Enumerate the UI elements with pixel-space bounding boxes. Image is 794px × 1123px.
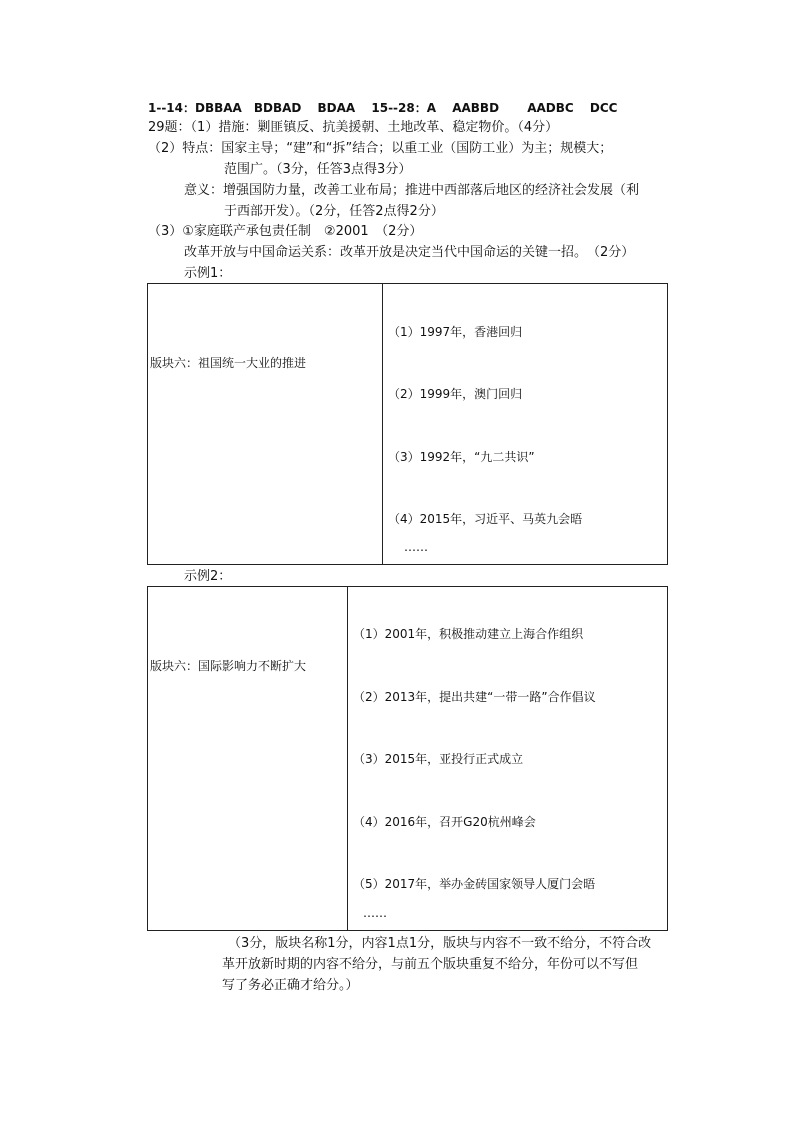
example2-item-2: （2）2013年，提出共建“一带一路”合作倡议 xyxy=(353,690,596,704)
example2-label: 示例2： xyxy=(184,569,232,584)
example1-item-2: （2）1999年，澳门回归 xyxy=(388,387,523,401)
example1-item-4: （4）2015年，习近平、马英九会晤 xyxy=(388,512,583,526)
example1-item-1: （1）1997年，香港回归 xyxy=(388,325,523,339)
q29-3-line1: （3）①家庭联产承包责任制 ②2001 （2分） xyxy=(148,224,423,239)
q29-2-feature-line1: （2）特点：国家主导；“建”和“拆”结合；以重工业（国防工业）为主；规模大； xyxy=(148,141,613,156)
example1-table xyxy=(147,283,668,565)
example2-divider xyxy=(347,587,348,930)
q29-2-feature-line2: 范围广。（3分，任答3点得3分） xyxy=(224,162,412,177)
example2-section-name: 版块六：国际影响力不断扩大 xyxy=(150,659,307,673)
example2-item-1: （1）2001年，积极推动建立上海合作组织 xyxy=(353,627,584,641)
example2-item-5: （5）2017年，举办金砖国家领导人厦门会晤 xyxy=(353,877,596,891)
example1-ellipsis: …… xyxy=(404,540,428,554)
mc-answers-line: 1--14：DBBAA BDBAD BDAA 15--28：A AABBD AADBC DCC xyxy=(148,101,618,115)
example1-item-3: （3）1992年，“九二共识” xyxy=(388,450,535,464)
scoring-note-line2: 革开放新时期的内容不给分，与前五个版块重复不给分，年份可以不写但 xyxy=(222,957,639,972)
q29-3-line2: 改革开放与中国命运关系：改革开放是决定当代中国命运的关键一招。 （2分） xyxy=(184,245,635,260)
example2-item-3: （3）2015年，亚投行正式成立 xyxy=(353,752,524,766)
example2-table xyxy=(147,586,668,931)
example2-item-4: （4）2016年，召开G20杭州峰会 xyxy=(353,815,536,829)
scoring-note-line1: （3分，版块名称1分，内容1点1分，版块与内容不一致不给分，不符合改 xyxy=(228,936,652,951)
example1-divider xyxy=(382,284,383,564)
q29-title: 29题：（1）措施：剿匪镇反、抗美援朝、土地改革、稳定物价。（4分） xyxy=(148,120,559,135)
q29-2-meaning-line2: 于西部开发）。（2分，任答2点得2分） xyxy=(224,204,444,219)
example2-ellipsis: …… xyxy=(363,906,387,920)
q29-2-meaning-line1: 意义：增强国防力量，改善工业布局；推进中西部落后地区的经济社会发展（利 xyxy=(184,183,640,198)
example1-section-name: 版块六：祖国统一大业的推进 xyxy=(150,356,307,370)
example1-label: 示例1： xyxy=(184,266,232,281)
scoring-note-line3: 写了务必正确才给分。） xyxy=(222,978,359,993)
